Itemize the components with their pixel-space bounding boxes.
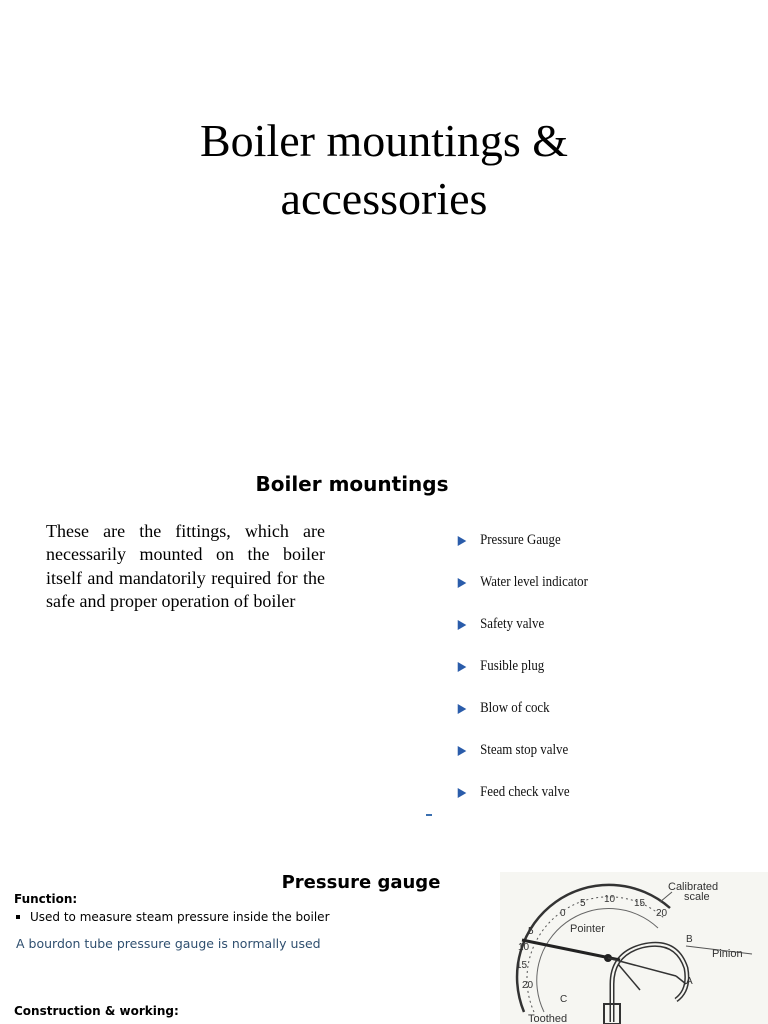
toothed-label: Toothed (528, 1013, 568, 1024)
b-label: B (686, 934, 693, 945)
scale-mark: 5 (528, 926, 534, 937)
list-item (456, 742, 588, 784)
list-item (456, 532, 588, 574)
pressure-gauge-slide (0, 840, 768, 1024)
mounting-label: Steam stop valve (480, 742, 569, 758)
decorative-dash (426, 814, 432, 816)
pressure-gauge-heading: Pressure gauge (281, 872, 441, 893)
scale-mark: 20 (656, 908, 668, 919)
main-title (0, 112, 768, 228)
mounting-label: Safety valve (480, 616, 545, 632)
pressure-gauge-diagram (500, 872, 768, 1024)
main-title-line-1: Boiler mountings & (200, 115, 568, 166)
arrow-bullet-icon (458, 620, 467, 630)
pointer-label: Pointer (570, 923, 605, 935)
mountings-description: These are the fittings, which are necessarily mounted on the boiler itself and mandatorily required for the safe and proper operation of boiler (46, 521, 325, 612)
mounting-label: Fusible plug (480, 658, 545, 674)
scale-mark: 10 (604, 894, 616, 905)
pinion-label: Pinion (712, 948, 743, 960)
arrow-bullet-icon (458, 578, 467, 588)
list-item (456, 574, 588, 616)
mountings-list (456, 532, 609, 826)
a-label: A (686, 976, 693, 987)
scale-mark: 5 (580, 898, 586, 909)
boiler-mountings-slide (0, 440, 768, 840)
list-item (456, 616, 588, 658)
scale-label: scale (684, 891, 710, 903)
function-bullet-text: Used to measure steam pressure inside the boiler (30, 910, 330, 924)
mounting-label: Feed check valve (480, 784, 570, 800)
scale-mark: 15 (634, 898, 646, 909)
list-item (456, 658, 588, 700)
arrow-bullet-icon (458, 662, 467, 672)
scale-mark: 10 (518, 942, 530, 953)
arrow-bullet-icon (458, 746, 467, 756)
bourdon-note: A bourdon tube pressure gauge is normally used (16, 936, 321, 951)
arrow-bullet-icon (458, 704, 467, 714)
mounting-label: Water level indicator (480, 574, 588, 590)
arrow-bullet-icon (458, 536, 467, 546)
mounting-label: Pressure Gauge (480, 532, 561, 548)
calibrated-label: Calibrated (668, 881, 719, 893)
arrow-bullet-icon (458, 788, 467, 798)
function-label: Function: (14, 892, 78, 906)
mounting-label: Blow of cock (480, 700, 550, 716)
square-bullet-icon (16, 915, 20, 919)
title-slide (0, 0, 768, 440)
list-item (456, 700, 588, 742)
function-bullet (14, 910, 330, 924)
scale-mark: 20 (522, 980, 534, 991)
main-title-line-2: accessories (280, 173, 488, 224)
scale-mark: 0 (560, 908, 566, 919)
boiler-mountings-heading: Boiler mountings (255, 472, 449, 496)
list-item (456, 784, 588, 826)
gauge-drawing (500, 872, 768, 1024)
construction-label: Construction & working: (14, 1004, 179, 1018)
c-label: C (560, 994, 568, 1005)
scale-mark: 15 (516, 960, 528, 971)
